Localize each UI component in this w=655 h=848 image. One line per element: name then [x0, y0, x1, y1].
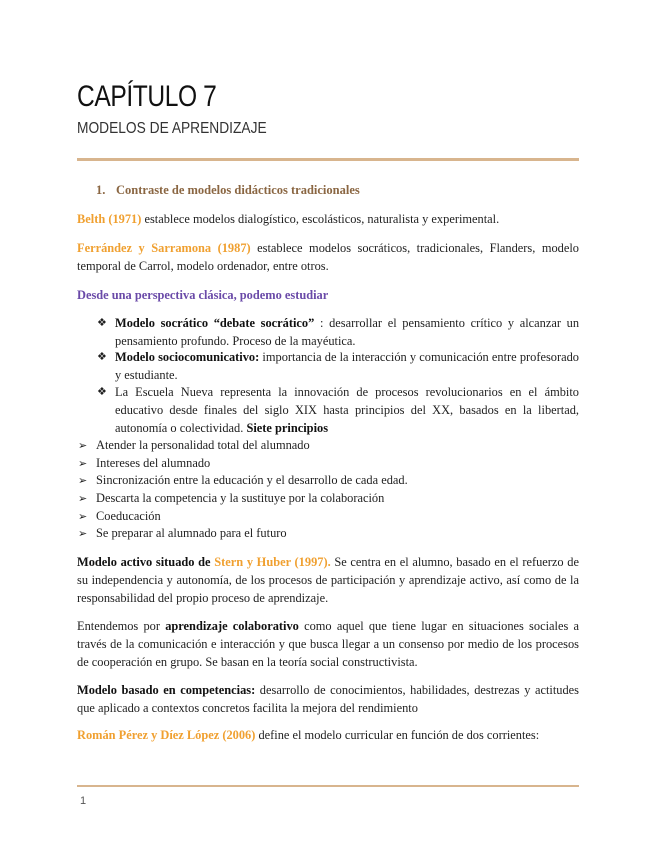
paragraph-text: establece modelos dialogístico, escolásticos, naturalista y experimental.	[141, 212, 500, 226]
paragraph-bold: aprendizaje colaborativo	[165, 619, 299, 633]
arrow-bullet-icon: ➢	[78, 458, 88, 470]
subheading-perspective: Desde una perspectiva clásica, podemo estudiar	[77, 288, 329, 302]
diamond-bullet-icon: ❖	[97, 317, 107, 329]
paragraph-text: Entendemos por	[77, 619, 166, 633]
reference-belth: Belth (1971)	[77, 212, 142, 226]
list-item-text: La Escuela Nueva representa la innovación de procesos revolucionarios en el ámbito educativo desde finales del siglo XIX hasta principios del XX, basados en la libertad, autonomía o colectividad.	[115, 385, 579, 435]
section-title: Contraste de modelos didácticos tradicionales	[116, 183, 360, 197]
chapter-title: CAPÍTULO 7	[77, 80, 217, 113]
paragraph-text: desarrollo de conocimientos, habilidades, destrezas y actitudes que aplicado a contextos concretos facilita la mejora del rendimiento	[77, 683, 579, 715]
page-number: 1	[80, 795, 87, 807]
list-item-bold: Modelo socrático “debate socrático”	[115, 316, 315, 330]
list-item	[97, 383, 579, 437]
list-item-text: : desarrollar el pensamiento crítico y alcanzar un pensamiento profundo. Proceso de la mayéutica.	[115, 316, 580, 348]
paragraph-collaborative	[77, 617, 579, 671]
diamond-bullet-icon: ❖	[97, 386, 107, 398]
paragraph-bold: Modelo activo situado de	[77, 555, 215, 569]
reference-roman-diez: Román Pérez y Díez López (2006)	[77, 728, 256, 742]
chapter-subtitle: MODELOS DE APRENDIZAJE	[77, 120, 267, 137]
paragraph-bold: Modelo basado en competencias:	[77, 683, 256, 697]
paragraph-text: como aquel que tiene lugar en situaciones sociales a través de la comunicación e interacción y que busca llegar a un consenso por medio de los procesos de cooperación en grupo. Se basan en la teoría social constructivista.	[77, 619, 579, 669]
diamond-bullet-icon: ❖	[97, 351, 107, 363]
paragraph-competencies	[77, 681, 579, 717]
paragraph-text: Se centra en el alumno, basado en el refuerzo de su independencia y autonomía, de los procesos de participación y aprendizaje activo, así como de la responsabilidad del propio proceso de aprendizaje.	[77, 555, 579, 605]
principle-text: Sincronización entre la educación y el desarrollo de cada edad.	[96, 473, 408, 487]
footer-divider	[77, 785, 579, 787]
principle-item	[78, 489, 384, 508]
principle-text: Atender la personalidad total del alumnado	[96, 438, 310, 452]
paragraph-text: establece modelos socráticos, tradicionales, Flanders, modelo temporal de Carrol, modelo ordenador, entre otros.	[77, 241, 580, 273]
paragraph-ferrandez	[77, 239, 579, 275]
arrow-bullet-icon: ➢	[78, 528, 88, 540]
paragraph-text: define el modelo curricular en función de dos corrientes:	[255, 728, 540, 742]
principle-item	[78, 524, 287, 543]
list-item-bold: Modelo sociocomunicativo:	[115, 350, 260, 364]
arrow-bullet-icon: ➢	[78, 475, 88, 487]
principle-text: Descarta la competencia y la sustituye por la colaboración	[96, 491, 385, 505]
paragraph-belth	[77, 210, 579, 228]
list-item	[97, 314, 580, 350]
arrow-bullet-icon: ➢	[78, 493, 88, 505]
list-item-bold: Siete principios	[246, 421, 329, 435]
reference-ferrandez: Ferrández y Sarramona (1987)	[77, 241, 251, 255]
principle-text: Coeducación	[96, 509, 161, 523]
arrow-bullet-icon: ➢	[78, 440, 88, 452]
arrow-bullet-icon: ➢	[78, 511, 88, 523]
section-heading	[96, 183, 360, 198]
paragraph-roman	[77, 726, 579, 744]
list-item	[97, 348, 580, 384]
list-item-text: importancia de la interacción y comunicación entre profesorado y estudiante.	[115, 350, 580, 382]
principle-text: Intereses del alumnado	[96, 456, 211, 470]
principle-item	[78, 436, 310, 455]
reference-stern-huber: Stern y Huber (1997).	[214, 555, 331, 569]
section-number: 1.	[96, 183, 106, 197]
paragraph-active-model	[77, 553, 579, 607]
principle-text: Se preparar al alumnado para el futuro	[96, 526, 287, 540]
header-divider	[77, 158, 579, 161]
principle-item	[78, 471, 408, 490]
